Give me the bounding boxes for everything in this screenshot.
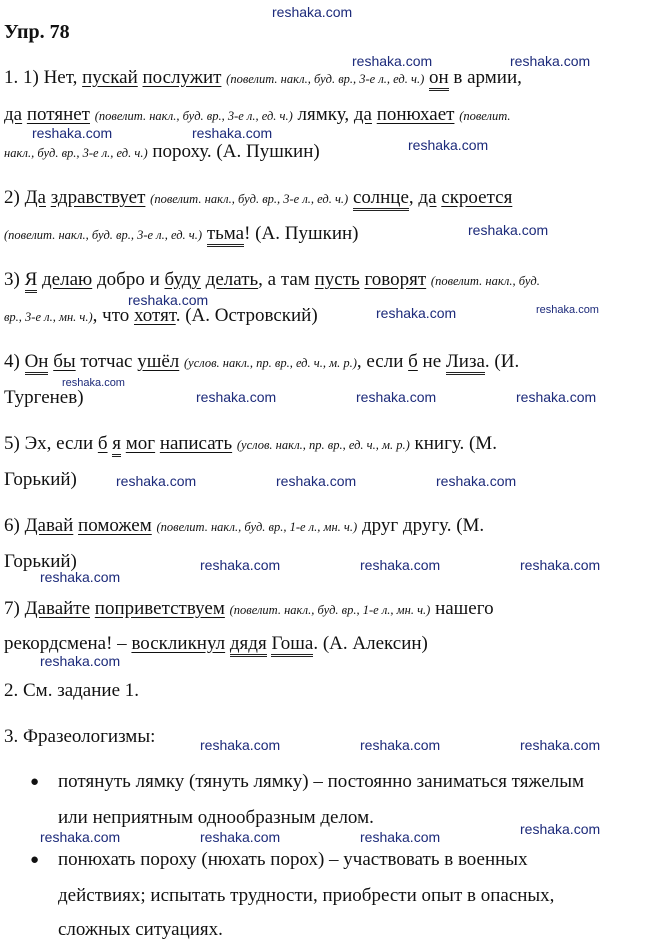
watermark: reshaka.com [200, 737, 281, 753]
grammar-note: (повелит. накл., буд. вр., 3-е л., ед. ч.) [94, 109, 293, 123]
list-item: ● понюхать пороху (нюхать порох) – участвовать в военных [30, 849, 528, 870]
grammar-note: (повелит. накл., буд. вр., 3-е л., ед. ч.) [150, 192, 349, 206]
subject-word: Гоша [271, 633, 313, 657]
sentence-2-line-1: 2) Да здравствует (повелит. накл., буд. вр., 3-е л., ед. ч.) солнце, да скроется [4, 186, 512, 211]
predicate-word: поприветствуем [94, 598, 225, 619]
predicate-word: пускай [82, 67, 138, 88]
predicate-word: здравствует [50, 187, 146, 208]
grammar-note: (услов. накл., пр. вр., ед. ч., м. р.) [183, 356, 357, 370]
sentence-7-line-2: рекордсмена! – воскликнул дядя Гоша. (А. Алексин) [4, 632, 428, 656]
list-item-continuation: действиях; испытать трудности, приобрести опыт в опасных, [58, 885, 555, 906]
watermark: reshaka.com [116, 473, 197, 489]
subject-word: дядя [230, 633, 267, 657]
exercise-title: Упр. 78 [4, 21, 70, 43]
predicate-word: делаю [42, 269, 93, 290]
watermark: reshaka.com [436, 473, 517, 489]
grammar-note: (повелит. накл., буд. вр., 3-е л., ед. ч.) [4, 228, 203, 242]
predicate-word: Да [24, 187, 46, 208]
grammar-note: накл., буд. вр., 3-е л., ед. ч.) [4, 146, 148, 160]
watermark: reshaka.com [62, 377, 125, 389]
subject-word: он [429, 67, 449, 91]
watermark: reshaka.com [520, 557, 601, 573]
sentence-1-line-2: да потянет (повелит. накл., буд. вр., 3-е л., ед. ч.) лямку, да понюхает (повелит. [4, 104, 511, 125]
watermark: reshaka.com [520, 737, 601, 753]
watermark: reshaka.com [408, 137, 489, 153]
sentence-3-line-2: вр., 3-е л., мн. ч.), что хотят. (А. Островский) [4, 305, 318, 326]
sentence-1-line-3: накл., буд. вр., 3-е л., ед. ч.) пороху. (А. Пушкин) [4, 141, 320, 162]
predicate-word: написать [159, 433, 233, 454]
watermark: reshaka.com [360, 829, 441, 845]
grammar-note: вр., 3-е л., мн. ч.) [4, 310, 93, 324]
subject-word: солнце [353, 187, 409, 211]
watermark: reshaka.com [272, 4, 353, 20]
predicate-word: буду [164, 269, 201, 290]
predicate-word: потянет [26, 104, 90, 125]
part-2-text: 2. См. задание 1. [4, 680, 140, 701]
watermark: reshaka.com [200, 557, 281, 573]
predicate-word: б [408, 351, 418, 372]
subject-word: Он [25, 351, 49, 375]
predicate-word: Давайте [24, 598, 91, 619]
watermark: reshaka.com [200, 829, 281, 845]
watermark: reshaka.com [196, 389, 277, 405]
grammar-note: (повелит. накл., буд. вр., 3-е л., ед. ч.) [226, 72, 425, 86]
predicate-word: да [353, 104, 372, 125]
watermark: reshaka.com [40, 569, 121, 585]
watermark: reshaka.com [468, 222, 549, 238]
watermark: reshaka.com [360, 557, 441, 573]
list-item-continuation: или неприятным однообразным делом. [58, 807, 374, 828]
watermark: reshaka.com [32, 125, 113, 141]
watermark: reshaka.com [276, 473, 357, 489]
predicate-word: Давай [24, 515, 74, 536]
watermark: reshaka.com [352, 53, 433, 69]
predicate-word: б [97, 433, 108, 454]
predicate-word: пусть [314, 269, 360, 290]
bullet-icon: ● [30, 852, 40, 868]
watermark: reshaka.com [510, 53, 591, 69]
grammar-note: (повелит. накл., буд. [430, 274, 540, 288]
predicate-word: воскликнул [131, 633, 226, 654]
grammar-note: (повелит. [459, 109, 511, 123]
sentence-7-line-1: 7) Давайте поприветствуем (повелит. накл., буд. вр., 1-е л., мн. ч.) нашего [4, 598, 494, 619]
sentence-1-line-1: 1. 1) Нет, пускай послужит (повелит. накл., буд. вр., 3-е л., ед. ч.) он в армии, [4, 66, 522, 91]
grammar-note: (повелит. накл., буд. вр., 1-е л., мн. ч.) [229, 603, 431, 617]
sentence-4-line-2: Тургенев) [4, 387, 84, 408]
watermark: reshaka.com [516, 389, 597, 405]
predicate-word: скроется [441, 187, 513, 208]
subject-word: Лиза [446, 351, 485, 375]
predicate-word: делать [205, 269, 259, 290]
predicate-word: да [418, 187, 437, 208]
sentence-3-line-1: 3) Я делаю добро и буду делать, а там пусть говорят (повелит. накл., буд. [4, 268, 540, 293]
watermark: reshaka.com [192, 125, 273, 141]
grammar-note: (услов. накл., пр. вр., ед. ч., м. р.) [236, 438, 410, 452]
predicate-word: хотят [134, 305, 176, 326]
watermark: reshaka.com [128, 292, 209, 308]
watermark: reshaka.com [536, 304, 599, 316]
grammar-note: (повелит. накл., буд. вр., 1-е л., мн. ч.) [156, 520, 358, 534]
predicate-word: бы [53, 351, 76, 372]
sentence-5-line-2: Горький) [4, 469, 77, 490]
subject-word: Я [25, 269, 38, 293]
watermark: reshaka.com [40, 653, 121, 669]
watermark: reshaka.com [376, 305, 457, 321]
predicate-word: послужит [142, 67, 222, 88]
predicate-word: ушёл [137, 351, 180, 372]
part-3-heading: 3. Фразеологизмы: [4, 726, 156, 747]
watermark: reshaka.com [40, 829, 121, 845]
watermark: reshaka.com [356, 389, 437, 405]
predicate-word: поможем [78, 515, 152, 536]
watermark: reshaka.com [520, 821, 601, 837]
subject-word: тьма [207, 223, 244, 247]
list-item: ● потянуть лямку (тянуть лямку) – постоянно заниматься тяжелым [30, 771, 585, 792]
sentence-6-line-2: Горький) [4, 551, 77, 572]
sentence-2-line-2: (повелит. накл., буд. вр., 3-е л., ед. ч.) тьма! (А. Пушкин) [4, 222, 358, 247]
sentence-4-line-1: 4) Он бы тотчас ушёл (услов. накл., пр. вр., ед. ч., м. р.), если б не Лиза. (И. [4, 350, 519, 375]
list-item-continuation: сложных ситуациях. [58, 919, 223, 940]
predicate-word: говорят [364, 269, 427, 290]
subject-word: я [112, 433, 121, 457]
predicate-word: понюхает [376, 104, 455, 125]
watermark: reshaka.com [360, 737, 441, 753]
sentence-5-line-1: 5) Эх, если б я мог написать (услов. накл., пр. вр., ед. ч., м. р.) книгу. (М. [4, 432, 497, 457]
predicate-word: мог [125, 433, 156, 454]
bullet-icon: ● [30, 774, 40, 790]
predicate-word: да [4, 104, 23, 125]
sentence-6-line-1: 6) Давай поможем (повелит. накл., буд. вр., 1-е л., мн. ч.) друг другу. (М. [4, 515, 485, 536]
